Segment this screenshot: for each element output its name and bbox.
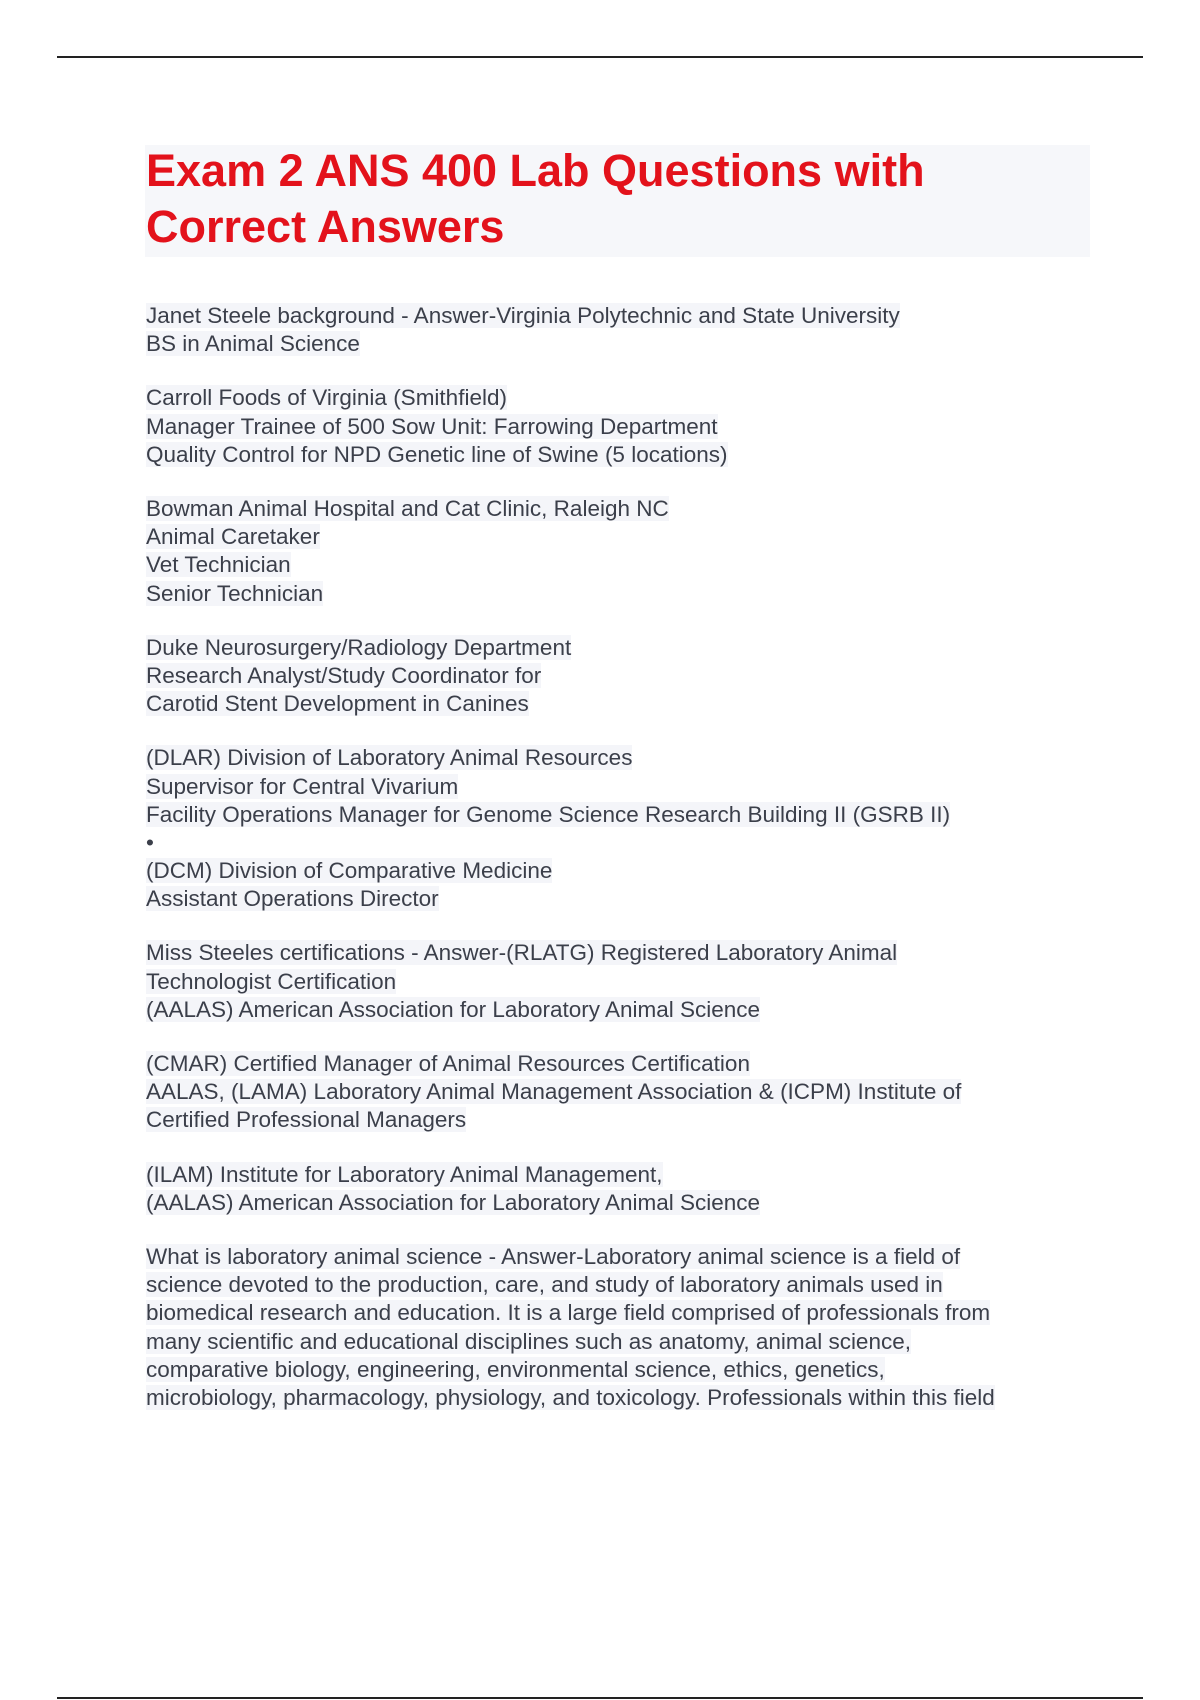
text-line: Assistant Operations Director bbox=[146, 886, 439, 912]
paragraph-janet-steele-background bbox=[146, 302, 1076, 358]
text-line: Certified Professional Managers bbox=[146, 1107, 467, 1133]
text-line: (AALAS) American Association for Laboratory Animal Science bbox=[146, 996, 761, 1022]
paragraph-certifications bbox=[146, 939, 1076, 1024]
text-line: Carotid Stent Development in Canines bbox=[146, 691, 529, 717]
text-line: (AALAS) American Association for Laboratory Animal Science bbox=[146, 1189, 761, 1215]
text-line: Carroll Foods of Virginia (Smithfield) bbox=[146, 385, 507, 411]
paragraph-laboratory-animal-science bbox=[146, 1243, 1076, 1412]
text-line: science devoted to the production, care, and study of laboratory animals used in bbox=[146, 1272, 943, 1298]
bottom-rule bbox=[57, 1697, 1143, 1699]
text-line: Facility Operations Manager for Genome Science Research Building II (GSRB II) bbox=[146, 801, 951, 827]
text-line: Bowman Animal Hospital and Cat Clinic, Raleigh NC bbox=[146, 496, 669, 522]
text-line: Quality Control for NPD Genetic line of Swine (5 locations) bbox=[146, 441, 728, 467]
document-body bbox=[146, 302, 1076, 1438]
text-line: Vet Technician bbox=[146, 552, 291, 578]
text-line: Miss Steeles certifications - Answer-(RLATG) Registered Laboratory Animal bbox=[146, 940, 898, 966]
text-line: BS in Animal Science bbox=[146, 331, 360, 357]
text-line: Research Analyst/Study Coordinator for bbox=[146, 663, 542, 689]
top-rule bbox=[57, 56, 1143, 58]
text-line: (CMAR) Certified Manager of Animal Resources Certification bbox=[146, 1051, 750, 1077]
text-line: Manager Trainee of 500 Sow Unit: Farrowing Department bbox=[146, 413, 718, 439]
paragraph-duke-neurosurgery bbox=[146, 634, 1076, 719]
document-title: Exam 2 ANS 400 Lab Questions with Correct Answers bbox=[146, 145, 925, 252]
paragraph-cmar bbox=[146, 1050, 1076, 1135]
text-line: many scientific and educational disciplines such as anatomy, animal science, bbox=[146, 1328, 911, 1354]
text-line: Supervisor for Central Vivarium bbox=[146, 773, 459, 799]
paragraph-ilam bbox=[146, 1161, 1076, 1217]
paragraph-bowman-animal-hospital bbox=[146, 495, 1076, 608]
bullet-marker: • bbox=[146, 830, 154, 856]
text-line: Janet Steele background - Answer-Virginia Polytechnic and State University bbox=[146, 303, 900, 328]
paragraph-dlar bbox=[146, 744, 1076, 857]
text-line: biomedical research and education. It is a large field comprised of professionals from bbox=[146, 1300, 991, 1326]
text-line: Senior Technician bbox=[146, 580, 324, 606]
text-line: (ILAM) Institute for Laboratory Animal Management, bbox=[146, 1161, 663, 1187]
text-line: (DCM) Division of Comparative Medicine bbox=[146, 858, 553, 884]
text-line: AALAS, (LAMA) Laboratory Animal Management Association & (ICPM) Institute of bbox=[146, 1079, 962, 1105]
text-line: comparative biology, engineering, environmental science, ethics, genetics, bbox=[146, 1356, 885, 1382]
text-line: microbiology, pharmacology, physiology, and toxicology. Professionals within this field bbox=[146, 1385, 995, 1411]
paragraph-dcm bbox=[146, 857, 1076, 913]
text-line: Animal Caretaker bbox=[146, 524, 320, 550]
text-line: Duke Neurosurgery/Radiology Department bbox=[146, 634, 572, 660]
text-line: Technologist Certification bbox=[146, 968, 397, 994]
text-line: (DLAR) Division of Laboratory Animal Resources bbox=[146, 745, 633, 771]
paragraph-carroll-foods bbox=[146, 384, 1076, 469]
text-line: What is laboratory animal science - Answer-Laboratory animal science is a field of bbox=[146, 1244, 961, 1270]
